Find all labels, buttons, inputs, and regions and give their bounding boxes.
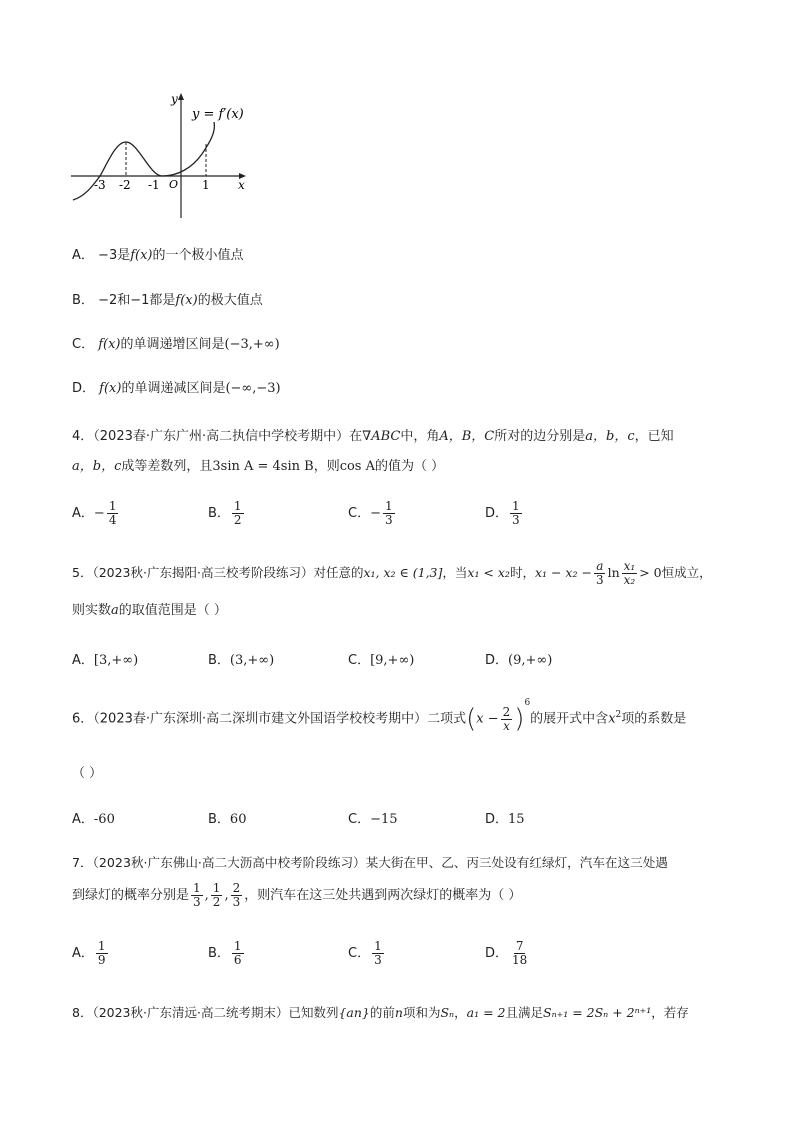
question-text: ，则汽车在这三处共遇到两次绿灯的概率为（ ） [244, 888, 522, 903]
option-text: 的单调递增区间是 [120, 337, 225, 352]
numerator: x₁ [623, 559, 636, 573]
option-letter: C． [348, 946, 371, 961]
option-letter: C． [348, 812, 371, 827]
option-value: (3,+∞) [229, 653, 275, 668]
fraction [383, 500, 395, 527]
option-value: -60 [93, 812, 115, 827]
numerator: 7 [515, 939, 524, 953]
q5-option-c[interactable] [348, 649, 414, 668]
q4-stem-line2 [72, 455, 444, 474]
option-letter: D． [72, 381, 96, 396]
q4-stem-line1 [72, 425, 674, 444]
option-value: (9,+∞) [508, 653, 553, 668]
q3-option-d[interactable] [72, 377, 281, 396]
question-text: 7．（2023秋·广东佛山·高二大沥高中校考阶段练习）某大街在甲、乙、丙三处设有红绿灯，汽车在这三处遇 [72, 855, 668, 870]
q7-option-d[interactable] [485, 940, 531, 967]
numerator: 1 [108, 499, 117, 513]
math-interval: (−∞,−3) [225, 381, 281, 396]
math-expression: x₁ − x₂ − [534, 565, 592, 580]
denominator: 3 [595, 573, 604, 587]
math-sn: Sₙ [440, 1005, 455, 1020]
y-axis-label: y [171, 92, 178, 106]
q3-option-c[interactable] [72, 333, 280, 352]
numerator: 1 [193, 881, 201, 895]
q6-option-b[interactable] [208, 808, 246, 827]
option-letter: A． [72, 653, 94, 668]
math-fx: f(x) [175, 293, 198, 308]
math-sides: a，b，c [72, 459, 122, 474]
math-recurrence: Sₙ₊₁ = 2Sₙ + 2ⁿ⁺¹ [543, 1005, 652, 1020]
q8-stem-line1 [72, 1003, 689, 1021]
math-term: x [608, 711, 616, 727]
fraction [107, 500, 119, 527]
option-letter: B． [208, 506, 230, 521]
option-letter: D． [485, 946, 509, 961]
fraction [232, 940, 244, 967]
math-condition: x₁, x₂ ∈ (1,3] [363, 565, 443, 580]
option-letter: B． [72, 293, 94, 308]
math-equation: 3sin A = 4sin B [212, 459, 314, 474]
q5-option-d[interactable] [485, 649, 552, 668]
option-text: −2和−1都是 [98, 293, 176, 308]
question-text: 则实数 [72, 603, 112, 618]
fraction [622, 560, 638, 587]
x-axis-label: x [238, 178, 245, 192]
q6-option-c[interactable] [348, 808, 398, 827]
y-axis-arrow [178, 93, 184, 100]
fraction [510, 500, 522, 527]
function-label: y = f′(x) [192, 107, 244, 122]
option-letter: B． [208, 812, 230, 827]
fraction [372, 940, 384, 967]
denominator: 9 [97, 953, 106, 967]
fraction [231, 882, 243, 909]
question-text: ， [454, 1005, 467, 1020]
question-text: 中，角 [400, 429, 440, 444]
numerator: a [596, 559, 604, 573]
option-value: 60 [229, 812, 247, 827]
option-value: [9,+∞) [370, 653, 415, 668]
option-letter: C． [72, 337, 95, 352]
question-text: ，若存 [651, 1005, 689, 1020]
option-letter: D． [485, 653, 509, 668]
denominator: 3 [193, 895, 201, 909]
question-text: ，当 [442, 565, 468, 580]
question-text: 的前 [369, 1005, 395, 1020]
q5-option-a[interactable] [72, 649, 138, 668]
denominator: 2 [212, 895, 221, 909]
math-sides: a，b，c [585, 429, 635, 444]
q6-stem-line1 [72, 698, 687, 734]
option-text: 的单调递减区间是 [121, 381, 226, 396]
question-text: 4．（2023春·广东广州·高二执信中学校考期中）在 [72, 429, 363, 444]
option-letter: D． [485, 812, 509, 827]
tick-label-minus3: -3 [94, 178, 106, 192]
question-text: 恒成立， [661, 565, 712, 580]
math-cos: cos A [339, 459, 376, 474]
math-ln: ln [607, 565, 620, 580]
option-value: −15 [370, 812, 398, 827]
tick-label-minus2: -2 [119, 178, 131, 192]
math-fx: f(x) [130, 248, 153, 263]
math-n: n [394, 1005, 403, 1020]
numerator: 1 [374, 939, 382, 953]
option-sign: − [370, 506, 381, 521]
denominator: 6 [233, 953, 242, 967]
q6-option-a[interactable] [72, 808, 115, 827]
tick-label-minus1: -1 [148, 178, 160, 192]
math-triangle: ∇ABC [362, 429, 401, 444]
option-letter: A． [72, 812, 94, 827]
question-text: 项和为 [402, 1005, 441, 1020]
numerator: 1 [97, 939, 106, 953]
math-fx: f(x) [98, 337, 121, 352]
option-value: [3,+∞) [93, 653, 139, 668]
option-value: 15 [508, 812, 525, 827]
question-text: 成等差数列，且 [121, 459, 213, 474]
q6-stem-line2 [72, 762, 102, 781]
math-interval: (−3,+∞) [224, 337, 280, 352]
question-text: 6．（2023春·广东深圳·高二深圳市建文外国语学校校考期中）二项式 [72, 711, 467, 727]
option-letter: D． [485, 506, 509, 521]
denominator: x [503, 718, 510, 733]
numerator: 1 [212, 881, 221, 895]
denominator: 3 [384, 513, 393, 527]
q6-option-d[interactable] [485, 808, 525, 827]
option-text: 的极大值点 [197, 293, 263, 308]
numerator: 1 [512, 499, 520, 513]
denominator: 2 [233, 513, 242, 527]
math-sequence: {an} [338, 1005, 370, 1020]
fraction [501, 706, 513, 733]
fraction [510, 940, 529, 967]
q7-stem-line1 [72, 852, 668, 871]
denominator: x₂ [623, 573, 636, 587]
question-text: 8．（2023秋·广东清远·高二统考期末）已知数列 [72, 1005, 339, 1020]
q5-stem-line1 [72, 560, 712, 587]
math-inequality: x₁ < x₂ [467, 565, 510, 580]
fraction [594, 560, 606, 587]
denominator: 4 [108, 513, 117, 527]
math-a1: a₁ = 2 [466, 1005, 506, 1020]
math-power: 6 [524, 698, 531, 709]
q3-option-b[interactable] [72, 289, 263, 308]
math-gt: > 0 [639, 565, 662, 580]
numerator: 1 [233, 499, 242, 513]
origin-label: O [169, 178, 179, 191]
q7-stem-line2: 到绿灯的概率分别是 $\frac{1}{3}$ , $\frac{1}{2}$ , $\frac{2}{3}$ ，则汽车在这三处共遇到两次绿灯的概率为（ ） [72, 881, 522, 909]
math-binomial: x − [476, 711, 499, 727]
math-fx: f(x) [99, 381, 122, 396]
q3-option-a[interactable] [72, 244, 244, 263]
q7-option-c[interactable] [348, 940, 386, 967]
question-text: 所对的边分别是 [494, 429, 586, 444]
q5-stem-line2 [72, 599, 227, 618]
q4-option-b[interactable] [208, 500, 246, 527]
q4-option-d[interactable] [485, 500, 524, 527]
q7-option-a[interactable] [72, 940, 110, 967]
fraction [191, 882, 203, 909]
denominator: 18 [512, 953, 528, 967]
right-paren: ) [514, 704, 525, 734]
question-text: 的展开式中含 [530, 711, 609, 727]
option-letter: B． [208, 653, 230, 668]
question-text: 且满足 [505, 1005, 543, 1020]
question-text: 项的系数是 [621, 711, 687, 727]
numerator: 1 [384, 499, 393, 513]
option-letter: A． [72, 946, 94, 961]
q5-option-b[interactable] [208, 649, 274, 668]
option-letter: A． [72, 506, 94, 521]
option-sign: − [93, 506, 105, 521]
tick-label-1: 1 [202, 178, 210, 192]
fraction [211, 882, 223, 909]
option-text: −3是 [98, 248, 131, 263]
denominator: 3 [512, 513, 520, 527]
fraction [232, 500, 244, 527]
q4-option-c[interactable] [348, 500, 397, 527]
math-term-power: 2 [615, 710, 622, 721]
q7-option-b[interactable] [208, 940, 246, 967]
left-paren: ( [466, 704, 477, 734]
numerator: 1 [233, 939, 242, 953]
option-letter: B． [208, 946, 230, 961]
numerator: 2 [502, 704, 511, 719]
math-angles: A，B，C [439, 429, 495, 444]
denominator: 3 [374, 953, 382, 967]
answer-blank: （ ） [72, 766, 103, 781]
q4-option-a[interactable] [72, 500, 120, 527]
question-text: ，已知 [634, 429, 674, 444]
option-letter: C． [348, 653, 371, 668]
option-letter: A． [72, 248, 94, 263]
question-text: 时， [509, 565, 535, 580]
denominator: 3 [232, 895, 241, 909]
fraction [96, 940, 108, 967]
question-text: 的取值范围是（ ） [118, 603, 227, 618]
question-text: ，则 [313, 459, 340, 474]
option-text: 的一个极小值点 [152, 248, 244, 263]
derivative-graph [68, 88, 258, 223]
question-text: 的值为（ ） [375, 459, 445, 474]
math-var: a [111, 603, 119, 618]
option-letter: C． [348, 506, 371, 521]
question-text: 5．（2023秋·广东揭阳·高三校考阶段练习）对任意的 [72, 565, 364, 580]
question-text: 到绿灯的概率分别是 [72, 888, 190, 903]
numerator: 2 [232, 881, 241, 895]
